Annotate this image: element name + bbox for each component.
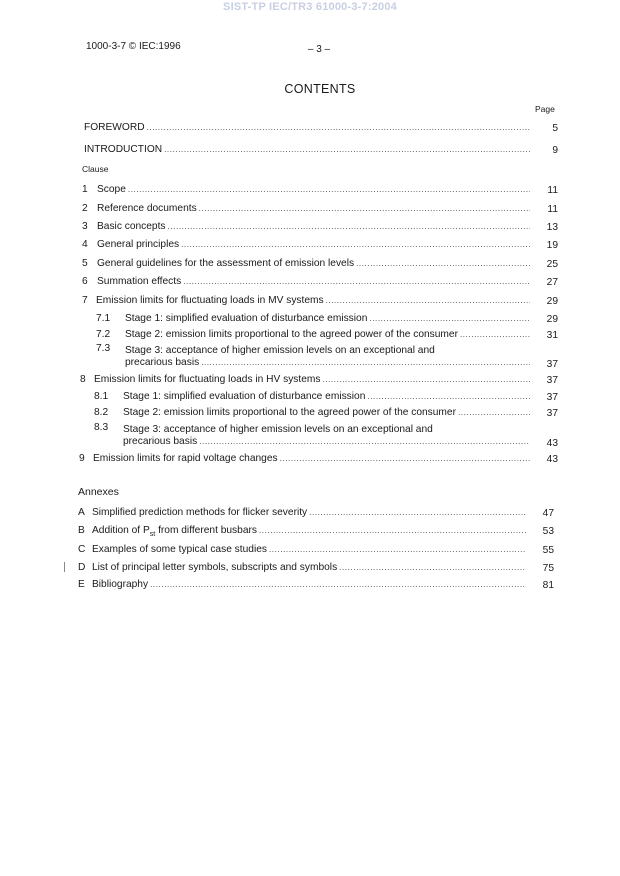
toc-entry-page: 81 <box>542 580 554 591</box>
toc-entry-page: 9 <box>552 145 558 156</box>
toc-entry-clause-6[interactable] <box>82 275 558 289</box>
dot-leader <box>199 435 530 449</box>
toc-entry-page: 43 <box>546 454 558 465</box>
toc-entry-number: 6 <box>82 276 88 287</box>
dot-leader <box>326 294 530 308</box>
toc-entry-clause-9[interactable] <box>79 452 558 466</box>
toc-entry-clause-4[interactable] <box>82 238 558 252</box>
toc-entry-page: 53 <box>542 526 554 537</box>
toc-entry-page: 13 <box>546 222 558 233</box>
toc-entry-number: 5 <box>82 258 88 269</box>
toc-entry-page: 37 <box>546 359 558 370</box>
toc-entry-number: 7.3 <box>96 343 111 354</box>
toc-entry-number: 8.2 <box>94 407 109 418</box>
toc-entry-title: Emission limits for rapid voltage changes <box>93 453 278 464</box>
toc-entry-page: 29 <box>546 296 558 307</box>
toc-entry-number: C <box>78 544 86 555</box>
toc-entry-title <box>92 524 257 542</box>
toc-entry-title: Emission limits for fluctuating loads in HV systems <box>94 374 321 385</box>
toc-entry-page: 47 <box>542 508 554 519</box>
toc-entry-number: 3 <box>82 221 88 232</box>
page-number: – 3 – <box>307 44 331 55</box>
page-title: CONTENTS <box>284 82 356 96</box>
toc-entry-page: 55 <box>542 545 554 556</box>
toc-entry-number: D <box>78 562 86 573</box>
toc-entry-number: E <box>78 579 85 590</box>
title-subscript: st <box>149 531 156 539</box>
dot-leader <box>339 561 526 575</box>
toc-entry-title-line1: Stage 3: acceptance of higher emission levels on an exceptional and <box>123 424 433 435</box>
toc-entry-title: Summation effects <box>97 276 182 287</box>
toc-entry-annex-a[interactable] <box>78 506 554 520</box>
dot-leader <box>201 356 530 370</box>
toc-entry-clause-1[interactable] <box>82 183 558 197</box>
toc-entry-page: 11 <box>547 185 558 196</box>
toc-entry-number: 8.1 <box>94 391 109 402</box>
title-prefix: Addition of P <box>92 525 150 536</box>
margin-mark <box>64 562 65 572</box>
dot-leader <box>367 390 530 404</box>
dot-leader <box>280 452 530 466</box>
toc-entry-clause-7[interactable] <box>82 294 558 308</box>
dot-leader <box>181 238 530 252</box>
toc-entry-title: General principles <box>97 239 180 250</box>
toc-entry-title: Basic concepts <box>97 221 166 232</box>
toc-entry-page: 43 <box>546 438 558 449</box>
toc-entry-clause-5[interactable] <box>82 257 558 271</box>
toc-entry-page: 37 <box>546 408 558 419</box>
toc-entry-title-line1: Stage 3: acceptance of higher emission levels on an exceptional and <box>125 345 435 356</box>
dot-leader <box>458 406 530 420</box>
annexes-label: Annexes <box>78 486 119 498</box>
toc-entry-page: 75 <box>542 563 554 574</box>
toc-entry-number: A <box>78 507 85 518</box>
clause-label: Clause <box>82 164 109 174</box>
toc-entry-clause-7-3[interactable] <box>96 343 558 370</box>
toc-entry-clause-8-1[interactable] <box>94 390 558 404</box>
toc-entry-title: Stage 2: emission limits proportional to the agreed power of the consumer <box>125 329 458 340</box>
dot-leader <box>309 506 526 520</box>
toc-entry-page: 29 <box>546 314 558 325</box>
toc-entry-page: 31 <box>546 330 558 341</box>
toc-entry-clause-8-3[interactable] <box>94 422 558 449</box>
toc-entry-page: 27 <box>546 277 558 288</box>
toc-entry-title: Stage 2: emission limits proportional to the agreed power of the consumer <box>123 407 456 418</box>
dot-leader <box>322 373 530 387</box>
dot-leader <box>150 578 526 592</box>
toc-entry-clause-8[interactable] <box>80 373 558 387</box>
dot-leader <box>356 257 530 271</box>
toc-entry-annex-e[interactable] <box>78 578 554 592</box>
dot-leader <box>369 312 530 326</box>
toc-entry-number: 8 <box>80 374 86 385</box>
toc-entry-foreword[interactable] <box>84 121 558 135</box>
toc-entry-clause-3[interactable] <box>82 220 558 234</box>
dot-leader <box>183 275 530 289</box>
toc-entry-title: Reference documents <box>97 203 197 214</box>
toc-entry-number: 4 <box>82 239 88 250</box>
toc-entry-page: 25 <box>546 259 558 270</box>
toc-entry-number: 7.1 <box>96 313 111 324</box>
toc-entry-clause-7-2[interactable] <box>96 328 558 342</box>
dot-leader <box>128 183 530 197</box>
toc-entry-page: 37 <box>546 375 558 386</box>
toc-entry-title: Simplified prediction methods for flicker severity <box>92 507 308 518</box>
toc-entry-number: 1 <box>82 184 88 195</box>
toc-entry-page: 11 <box>547 204 558 215</box>
watermark: SIST-TP IEC/TR3 61000-3-7:2004 <box>223 1 397 13</box>
dot-leader <box>269 543 526 557</box>
toc-entry-title: Scope <box>97 184 126 195</box>
toc-entry-title: FOREWORD <box>84 122 145 133</box>
toc-entry-title: precarious basis <box>123 436 198 447</box>
toc-entry-number: 8.3 <box>94 422 109 433</box>
document-reference: 1000-3-7 © IEC:1996 <box>86 41 181 52</box>
toc-entry-title: Bibliography <box>92 579 149 590</box>
title-suffix: from different busbars <box>155 525 257 536</box>
dot-leader <box>460 328 530 342</box>
toc-entry-clause-2[interactable] <box>82 202 558 216</box>
toc-entry-annex-d[interactable] <box>78 561 554 575</box>
toc-entry-number: 7.2 <box>96 329 111 340</box>
dot-leader <box>147 121 530 135</box>
toc-entry-title: Stage 1: simplified evaluation of disturbance emission <box>123 391 366 402</box>
toc-entry-title: Stage 1: simplified evaluation of disturbance emission <box>125 313 368 324</box>
toc-entry-annex-b[interactable] <box>78 524 554 538</box>
toc-entry-clause-8-2[interactable] <box>94 406 558 420</box>
toc-entry-number: 9 <box>79 453 85 464</box>
dot-leader <box>259 524 526 538</box>
toc-entry-number: 2 <box>82 203 88 214</box>
toc-entry-title: General guidelines for the assessment of emission levels <box>97 258 355 269</box>
toc-entry-number: B <box>78 525 85 536</box>
toc-entry-title: Emission limits for fluctuating loads in MV systems <box>96 295 324 306</box>
toc-entry-page: 5 <box>552 123 558 134</box>
toc-entry-number: 7 <box>82 295 88 306</box>
dot-leader <box>168 220 530 234</box>
toc-entry-title: precarious basis <box>125 357 200 368</box>
page-number-header <box>0 44 620 55</box>
toc-entry-page: 37 <box>546 392 558 403</box>
toc-entry-clause-7-1[interactable] <box>96 312 558 326</box>
toc-entry-page: 19 <box>546 240 558 251</box>
page-column-label: Page <box>535 104 555 114</box>
dot-leader <box>199 202 530 216</box>
toc-entry-title: Examples of some typical case studies <box>92 544 267 555</box>
toc-entry-title: INTRODUCTION <box>84 144 163 155</box>
toc-entry-title: List of principal letter symbols, subscripts and symbols <box>92 562 338 573</box>
toc-entry-annex-c[interactable] <box>78 543 554 557</box>
dot-leader <box>164 143 530 157</box>
toc-entry-introduction[interactable] <box>84 143 558 157</box>
